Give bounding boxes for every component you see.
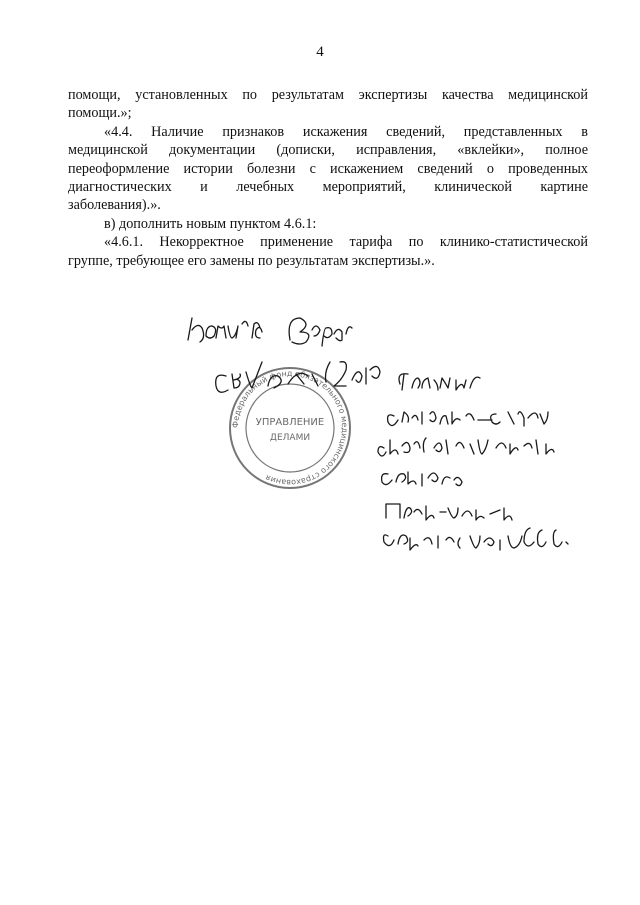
text-line: в) дополнить новым пунктом 4.6.1:	[104, 215, 317, 232]
text-line: «4.6.1. Некорректное применение тарифа по клинико-статистической	[104, 234, 588, 251]
text-line: помощи, установленных по результатам экспертизы качества медицинской	[68, 87, 588, 103]
official-stamp	[230, 368, 350, 488]
text-line: «4.4. Наличие признаков искажения сведений, представленных в	[104, 123, 588, 140]
text-line: заболевания).».	[68, 197, 161, 214]
svg-text:УПРАВЛЕНИЕ: УПРАВЛЕНИЕ	[255, 417, 325, 428]
text-line: переоформление истории болезни с искажением сведений о проведенных	[68, 160, 588, 177]
handwritten-certification	[188, 318, 352, 346]
text-line: помощи.»;	[68, 105, 132, 122]
page-number: 4	[316, 44, 324, 60]
handwritten-position	[378, 374, 568, 550]
text-line: группе, требующее его замены по результатам экспертизы.».	[68, 252, 435, 269]
text-line: медицинской документации (дописки, исправления, «вклейки», полное	[68, 142, 588, 159]
svg-text:ДЕЛАМИ: ДЕЛАМИ	[269, 433, 311, 443]
svg-text:Федеральный фонд обязательного: Федеральный фонд обязательного медицинского страхования	[230, 368, 350, 488]
text-line: диагностических и лечебных мероприятий, клинической картине	[68, 179, 588, 196]
handwritten-date	[216, 362, 380, 393]
